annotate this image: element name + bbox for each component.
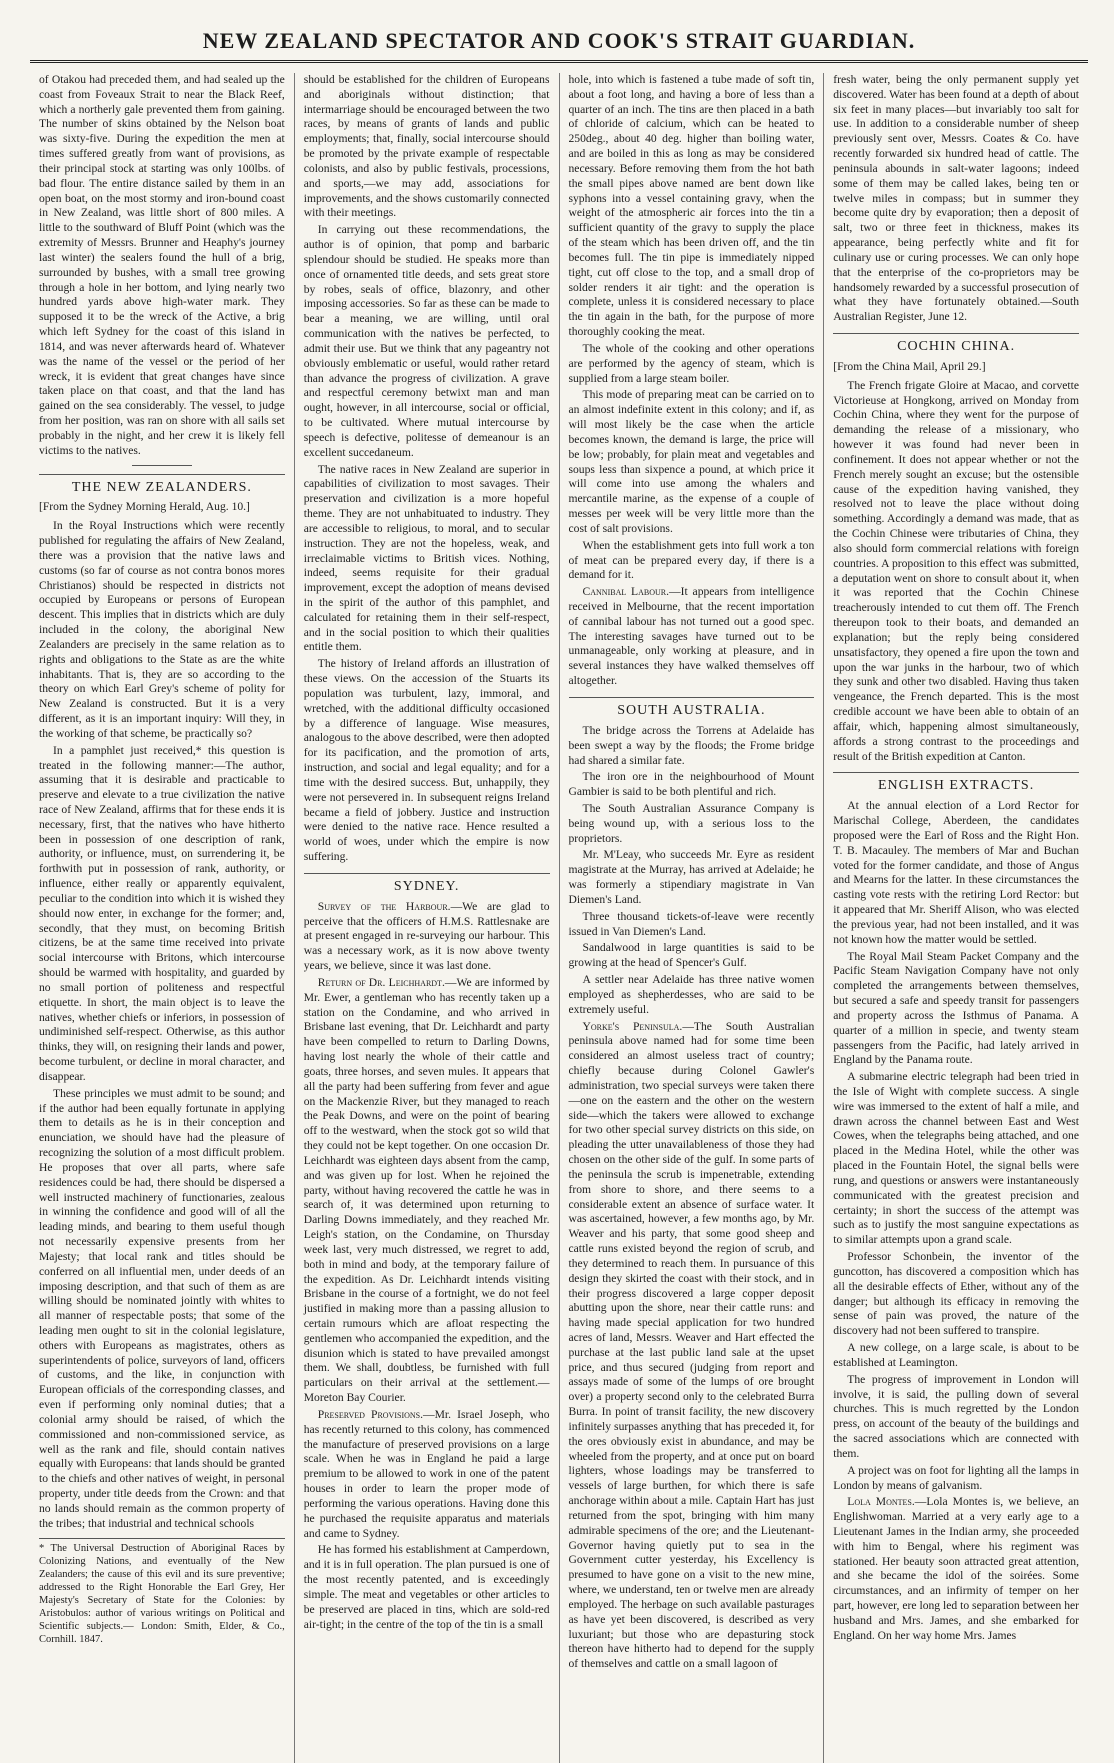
masthead-title: NEW ZEALAND SPECTATOR AND COOK'S STRAIT GUARDIAN. — [30, 22, 1088, 63]
section-heading: THE NEW ZEALANDERS. — [39, 474, 285, 497]
article-paragraph: In a pamphlet just received,* this question is treated in the following manner:—The author, assuming that it is desirable and practicable to preserve and elevate to a true civilization the native race of New Zealand, affirms that for these ends it is necessary, first, that the natives who have hitherto been in possession of one description of rank, authority, or influence, must, on surrendering it, be forthwith put in possession of rank, authority, or influence, either really or apparently equivalent, peculiar to the condition into which it is wished they should now enter, in exchange for the former; and, secondly, that they must, on becoming British citizens, be at the same time received into private social intercourse with Britons, which intercourse should be warmed with hospitality, and guarded by no small portion of politeness and respectful etiquette. In short, the main object is to leave the natives, whether chiefs or inferiors, in possession of undiminished self-respect. Otherwise, as this author thinks, they will, on resigning their lands and power, become turbulent, or decline in moral character, and disappear. — [39, 743, 285, 1083]
column-1 — [30, 73, 295, 1763]
paragraph-body: —It appears from intelligence received in Melbourne, that the recent importation of cannibal labour has not turned out a good spec. The interesting savages have turned out to be unmanageable, only working at pleasure, and in several instances they have walked themselves off altogether. — [568, 585, 815, 688]
article-paragraph: The French frigate Gloire at Macao, and corvette Victorieuse at Hongkong, arrived on Monday from Cochin China, where they went for the purpose of demanding the release of a missionary, who however it was found had never been in confinement. It does not appear whether or not the French merely sought an excuse; but the ostensible cause of the expedition having vanished, they resolved not to leave the place without doing something. Accordingly a demand was made, that as the Cochin Chinese were tributaries of China, they also should form commercial relations with foreign countries. A proposition to this effect was submitted, a deputation went on shore to consult about it, when it was reported that the Cochin Chinese treacherously intended to cut them off. The French thereupon took to their boats, and demanded an explanation; but the reply being considered unsatisfactory, they opened a fire upon the town and upon the war junks in the harbour, two of which they sunk and other two disabled. Having thus taken vengeance, the French departed. This is the most credible account we have been able to obtain of an affair, which, happening almost simultaneously, affords a strong contrast to the proceedings and result of the British expedition at Canton. — [833, 378, 1079, 763]
paragraph-lead: Survey of the Harbour. — [317, 899, 451, 913]
paragraph-body: —We are informed by Mr. Ewer, a gentleman who has recently taken up a station on the Condamine, and who arrived in Brisbane last evening, that Dr. Leichhardt and party have been compelled to return to Darling Downs, having lost nearly the whole of their cattle and goats, three horses, and seven mules. It appears that all the party had been suffering from fever and ague on the Mackenzie River, but they managed to reach the Peak Downs, and were on the point of bearing off to the westward, when the stock got so wild that they could not be kept together. On one occasion Dr. Leichhardt was eighteen days absent from the camp, and was given up for lost. When he rejoined the party, without having recovered the cattle he was in search of, it was determined upon returning to Darling Downs immediately, and they reached Mr. Leigh's station, on the Condamine, on Thursday week last, very much distressed, we regret to add, both in mind and body, at the temporary failure of the expedition. As Dr. Leichhardt intends visiting Brisbane in the course of a fortnight, we do not feel justified in making more than a passing allusion to certain rumours which are afloat respecting the gentlemen who accompanied the expedition, and the disunion which is stated to have prevailed amongst them. We shall, doubtless, be furnished with full particulars on their arrival at the settlement.—Moreton Bay Courier. — [303, 975, 550, 1405]
article-paragraph: A project was on foot for lighting all the lamps in London by means of galvanism. — [833, 1463, 1079, 1492]
article-paragraph: When the establishment gets into full work a ton of meat can be prepared every day, if there is a demand for it. — [568, 538, 815, 582]
article-paragraph: A new college, on a large scale, is about to be established at Leamington. — [833, 1341, 1079, 1369]
column-3 — [560, 73, 825, 1763]
article-paragraph: fresh water, being the only permanent supply yet discovered. Water has been found at a depth of about six feet in many places—but invariably too salt for use. In addition to a considerable number of sheep previously sent over, Messrs. Coates & Co. have recently forwarded six hundred head of cattle. The peninsula abounds in salt-water lagoons; indeed some of them may be called lakes, being ten or twelve miles in compass; but in summer they become quite dry by evaporation; then a deposit of salt, two or three feet in thickness, makes its appearance, being perfectly white and fit for culinary use or curing processes. We can only hope that the enterprise of the co-proprietors may be handsomely rewarded by a successful prosecution of what they have fortunately obtained.—South Australian Register, June 12. — [833, 73, 1079, 324]
section-divider — [132, 465, 192, 466]
article-paragraph: Sandalwood in large quantities is said to be growing at the head of Spencer's Gulf. — [568, 941, 815, 970]
paragraph-body: —The South Australian peninsula above named had for some time been considered an almost useless tract of country; chiefly because during Colonel Gawler's administration, two special surveys were taken there—one on the eastern and the other on the western side—which the takers were allowed to exchange for two other special survey districts on this side, on pleading the utter unavailableness of those they had chosen on the other side of the gulf. In some parts of the peninsula the scrub is impenetrable, extending from shore to shore, and there seems to a considerable extent an absence of surface water. It was ascertained, however, a few months ago, by Mr. Weaver and his party, that some good sheep and cattle runs existed beyond the region of scrub, and they determined to reach them. In pursuance of this design they skirted the coast with their stock, and in their progress discovered a large copper deposit abutting upon the shore, near their cattle runs: and having made special application for two hundred acres of land, Messrs. Weaver and Hart effected the purchase at the last public land sale at the upset price, and thus secured (judging from report and assays made of some of the lumps of ore brought over) a property second only to the celebrated Burra Burra. In point of transit facility, the new discovery infinitely surpasses anything that has preceded it, for the ores obviously exist in abundance, and may be wheeled from the property, and at once put on board lighters, whose loadings may be transferred to vessels of large burthen, for which there is safe anchorage within about a mile. Captain Hart has just returned from the spot, bringing with him many admirable specimens of the ore; and the Lieutenant-Governor having quietly put to sea in the Government cutter yesterday, his Excellency is presumed to have gone on a visit to the new mine, where, we understand, ten or twelve men are already employed. The herbage on such available pasturages as have yet been discovered, is described as very luxuriant; but those who are depasturing stock thereon have hitherto had to depend for the supply of themselves and cattle on a small lagoon of — [568, 1019, 815, 1671]
article-paragraph: Three thousand tickets-of-leave were recently issued in Van Diemen's Land. — [568, 909, 815, 938]
paragraph-lead: Lola Montes. — [847, 1495, 915, 1509]
article-paragraph: Mr. M'Leay, who succeeds Mr. Eyre as resident magistrate at the Murray, has arrived at Adelaide; he was formerly a stipendiary magistrate in Van Diemen's Land. — [568, 848, 815, 906]
article-paragraph — [569, 585, 815, 689]
paragraph-lead: Return of Dr. Leichhardt. — [317, 975, 445, 989]
article-paragraph: The iron ore in the neighbourhood of Mount Gambier is said to be both plentiful and rich. — [568, 770, 815, 799]
paragraph-lead: Preserved Provisions. — [317, 1407, 424, 1421]
source-line: [From the China Mail, April 29.] — [833, 359, 986, 373]
paragraph-body: —Lola Montes is, we believe, an Englishwoman. Married at a very early age to a Lieutenant James in the Indian army, she proceeded with him to Bengal, where his regiment was stationed. Her beauty soon attracted great attention, and she became the idol of the soirées. Some circumstances, and an infirmity of temper on her part, however, ere long led to separation between her husband and Mrs. James, and she embarked for England. On her way home Mrs. James — [833, 1495, 1080, 1642]
article-paragraph — [569, 1020, 815, 1672]
article-paragraph: Professor Schonbein, the inventor of the guncotton, has discovered a composition which has all the desirable effects of Ether, without any of the danger; but although its efficacy in removing the sense of pain was proved, the nature of the discovery had not been suffered to transpire. — [833, 1250, 1079, 1338]
article-columns — [30, 73, 1088, 1763]
article-paragraph: At the annual election of a Lord Rector for Marischal College, Aberdeen, the candidates proposed were the Earl of Ross and the Right Hon. T. B. Macauley. The members of Mar and Buchan voted for the former candidate, and those of Angus and Mearns for the latter. In these circumstances the casting vote rests with the retiring Lord Rector: but it appeared that Mr. Sheriff Alison, who was elected the previous year, had not been installed, and it was not known how the matter would be settled. — [833, 799, 1079, 946]
paragraph-lead: Cannibal Labour. — [582, 585, 670, 599]
article-paragraph: of Otakou had preceded them, and had sealed up the coast from Foveaux Strait to near the Black Reef, which a northerly gale prevented them from gaining. The number of skins obtained by the Nelson boat was sixty-five. During the expedition the men at times suffered greatly from want of provisions, as their principal stock at starting was only 100lbs. of bad flour. The entire distance sailed by them in an open boat, on the most stormy and iron-bound coast in New Zealand, was little short of 800 miles. A little to the southward of Bluff Point (which was the extremity of Messrs. Brunner and Heaphy's journey last winter) the sealers found the hull of a brig, surrounded by bushes, with a small tree growing through a hole in her bottom, and lying nearly two hundred yards above high-water mark. They supposed it to be the wreck of the Active, a brig which left Sydney for the coast of this island in 1814, and was never afterwards heard of. Whatever was the name of the vessel or the period of her wreck, it is evident that great changes have since taken place on that coast, and that the land has gained on the sea considerably. The vessel, to judge from her position, was ran on shore with all sails set probably in the night, and her crew it is likely fell victims to the natives. — [39, 73, 285, 457]
section-heading: COCHIN CHINA. — [833, 333, 1079, 356]
article-paragraph: The bridge across the Torrens at Adelaide has been swept a way by the floods; the Frome bridge had shared a similar fate. — [568, 723, 815, 767]
article-paragraph: A settler near Adelaide has three native women employed as shepherdesses, who are said to be extremely useful. — [568, 973, 815, 1016]
article-paragraph — [833, 1495, 1079, 1643]
article-paragraph: In carrying out these recommendations, the author is of opinion, that pomp and barbaric splendour should be studied. He speaks more than once of ornamented title deeds, and sets great store by robes, seals of office, blazonry, and other imposing accessories. So far as these can be made to bear a meaning, we are willing, until oral communication with the natives be perfected, to admit their use. But we think that any pageantry not obviously emblematic or useful, would rather retard than advance the progress of civilization. A grave and respectful ceremony betwixt man and man ought, however, in all intercourse, social or official, to be cultivated. Where mutual intercourse by speech is defective, politesse of demeanour is an excellent succedaneum. — [303, 223, 550, 459]
column-4 — [824, 73, 1088, 1763]
source-line: [From the Sydney Morning Herald, Aug. 10.] — [39, 500, 250, 514]
paragraph-lead: Yorke's Peninsula. — [582, 1019, 683, 1033]
article-paragraph: The Royal Mail Steam Packet Company and the Pacific Steam Navigation Company have not only completed the arrangements between themselves, but secured a safe and speedy transit for passengers and property across the Isthmus of Panama. A quarter of a million in specie, and twenty steam passengers from the Pacific, had lately arrived in England by the Panama route. — [833, 949, 1079, 1067]
article-paragraph: In the Royal Instructions which were recently published for regulating the affairs of New Zealand, there was a provision that the native laws and customs (so far of course as not contra bonos mores Christianos) should be respected in districts not occupied by Europeans or persons of European descent. This implies that in districts which are duly included in the colony, the aboriginal New Zealanders are precisely in the same relation as to rights and obligations to the State as are the white inhabitants. That is, they are so according to the theory on which Earl Grey's scheme of polity for New Zealand is constructed. But it is a very different, as it is an important inquiry: Will they, in the working of that scheme, be practically so? — [39, 519, 285, 740]
article-paragraph: The progress of improvement in London will involve, it is said, the pulling down of several churches. This is much regretted by the London press, on account of the beauty of the buildings and the sacred associations which are connected with them. — [833, 1372, 1079, 1460]
article-paragraph: He has formed his establishment at Camperdown, and it is in full operation. The plan pursued is one of the most recently patented, and is exceedingly simple. The meat and vegetables or other articles to be preserved are placed in tins, which are sold-red air-tight; in the centre of the top of the tin is a small — [303, 1543, 550, 1631]
paragraph-body: —Mr. Israel Joseph, who has recently returned to this colony, has commenced the manufacture of preserved provisions on a large scale. When he was in England he paid a large premium to be allowed to work in one of the patent houses in order to learn the proper mode of performing the various operations. Having done this he purchased the requisite apparatus and materials and came to Sydney. — [303, 1407, 550, 1540]
paragraph-body: —We are glad to perceive that the officers of H.M.S. Rattlesnake are at present engaged in re-surveying our harbour. This was a necessary work, as it is now above twenty years, we believe, since it was last done. — [303, 899, 550, 973]
section-heading: SOUTH AUSTRALIA. — [569, 697, 815, 720]
article-paragraph: The South Australian Assurance Company is being wound up, with a serious loss to the proprietors. — [568, 802, 815, 845]
article-paragraph: These principles we must admit to be sound; and if the author had been equally fortunate in applying them to details as he is in their conception and enunciation, we should have had the pleasure of recognizing the solution of a most difficult problem. He proposes that over all parts, where safe residences could be had, there should be dispersed a well instructed machinery of functionaries, zealous in winning the confidence and good will of all the leading minds, and bearing to them useful though not necessarily expensive presents from her Majesty; that local rank and titles should be conferred on all influential men, under deeds of an imposing description, and that such of them as are willing should be nominated jointly with whites to all manner of respectable posts; that some of the leading men ought to sit in the colonial legislature, others with Europeans as magistrates, others as superintendents of police, surveyors of land, officers of customs, and the like, in conjunction with European officials of the corresponding classes, and even if performing only nominal duties; that a colonial army should be raised, of which the commissioned and non-commissioned service, as well as the rank and file, should contain natives equally with Europeans: that lands should be granted to the chiefs and other natives of weight, in personal property, under title deeds from the Crown: and that no lands should remain as the common property of the tribes; that industrial and technical schools — [39, 1086, 285, 1530]
article-paragraph: The whole of the cooking and other operations are performed by the agency of steam, which is supplied from a large steam boiler. — [568, 341, 815, 385]
section-heading: ENGLISH EXTRACTS. — [833, 772, 1079, 795]
article-paragraph: A submarine electric telegraph had been tried in the Isle of Wight with complete success. A single wire was immersed to the extent of half a mile, and drawn across the channel between East and West Cowes, when the telegraphs being attached, and one placed in the Medina Hotel, while the other was placed in the Fountain Hotel, the signal bells were rung, and questions or answers were instantaneously communicated with the greatest precision and certainty; in short the success of the attempt was such as to justify the most sanguine expectations as to similar attempts upon a grand scale. — [833, 1070, 1079, 1247]
article-paragraph: should be established for the children of Europeans and aboriginals without distinction; that intermarriage should be encouraged between the two races, by means of grants of lands and public employments; that, finally, social intercourse should be promoted by the private example of respectable colonists, and also by public festivals, processions, and sports,—we may add, associations for improvements, and the shows customarily connected with their meetings. — [303, 73, 550, 220]
column-2 — [295, 73, 560, 1763]
article-paragraph: hole, into which is fastened a tube made of soft tin, about a foot long, and having a bore of less than a quarter of an inch. The tins are then placed in a bath of chloride of calcium, which can be heated to 250deg., about 40 deg. higher than boiling water, and are boiled in this as long as may be considered necessary. Before removing them from the hot bath the small pipes above named are bent down like syphons into a vessel containing gravy, when the weight of the atmospheric air forces into the tin a sufficient quantity of the gravy to supply the place of the steam which has been driven off, and the tin becomes full. The tin pipe is immediately nipped tight, cut off close to the top, and a small drop of solder renders it air tight: and the operation is complete, unless it is considered necessary to place the tin again in the bath, for the purpose of more thoroughly cooking the meat. — [568, 73, 815, 339]
footnote: * The Universal Destruction of Aboriginal Races by Colonizing Nations, and eventually of the New Zealanders; the cause of this evil and its sure preventive; addressed to the Right Honorable the Earl Grey, Her Majesty's Secretary of State for the Colonies: by Aristobulos: author of various writings on Political and Scientific subjects.— London: Smith, Elder, & Co., Cornhill. 1847. — [39, 1538, 285, 1647]
article-paragraph: The native races in New Zealand are superior in capabilities of civilization to most savages. Their preservation and civilization is a more hopeful theme. They are not unhabituated to industry. They are accessible to religious, to moral, and to secular instruction. They are not the hopeless, weak, and irreclaimable victims to British vices. Nothing, indeed, seems requisite for their gradual improvement, except the adoption of means devised in the spirit of the author of this pamphlet, and calculated for retaining them in their self-respect, and in the social position to which their qualities entitle them. — [303, 462, 550, 654]
section-heading: SYDNEY. — [304, 873, 550, 896]
article-paragraph: This mode of preparing meat can be carried on to an almost indefinite extent in this colony; and if, as will most likely be the case when the article becomes known, the demand is large, the price will be low; probably, for plain meat and vegetables and soups less than sixpence a pound, at which price it will come into use among the whalers and mercantile marine, as the expense of a couple of messes per week will be very little more than the cost of salt provisions. — [568, 388, 815, 535]
article-paragraph — [304, 976, 550, 1406]
article-paragraph — [304, 1408, 550, 1541]
article-paragraph: The history of Ireland affords an illustration of these views. On the accession of the Stuarts its population was turbulent, lazy, immoral, and wretched, with the additional difficulty occasioned by a difference of language. Wise measures, analogous to the above described, were then adopted for its pacification, and the promotion of arts, instruction, and social and legal equality; and for a time with the desired success. But, unhappily, they were not persevered in. In subsequent reigns Ireland became a field of jobbery. Justice and instruction were denied to the native race. Hence resulted a world of woes, under which the empire is now suffering. — [303, 657, 550, 864]
article-paragraph — [304, 900, 550, 974]
